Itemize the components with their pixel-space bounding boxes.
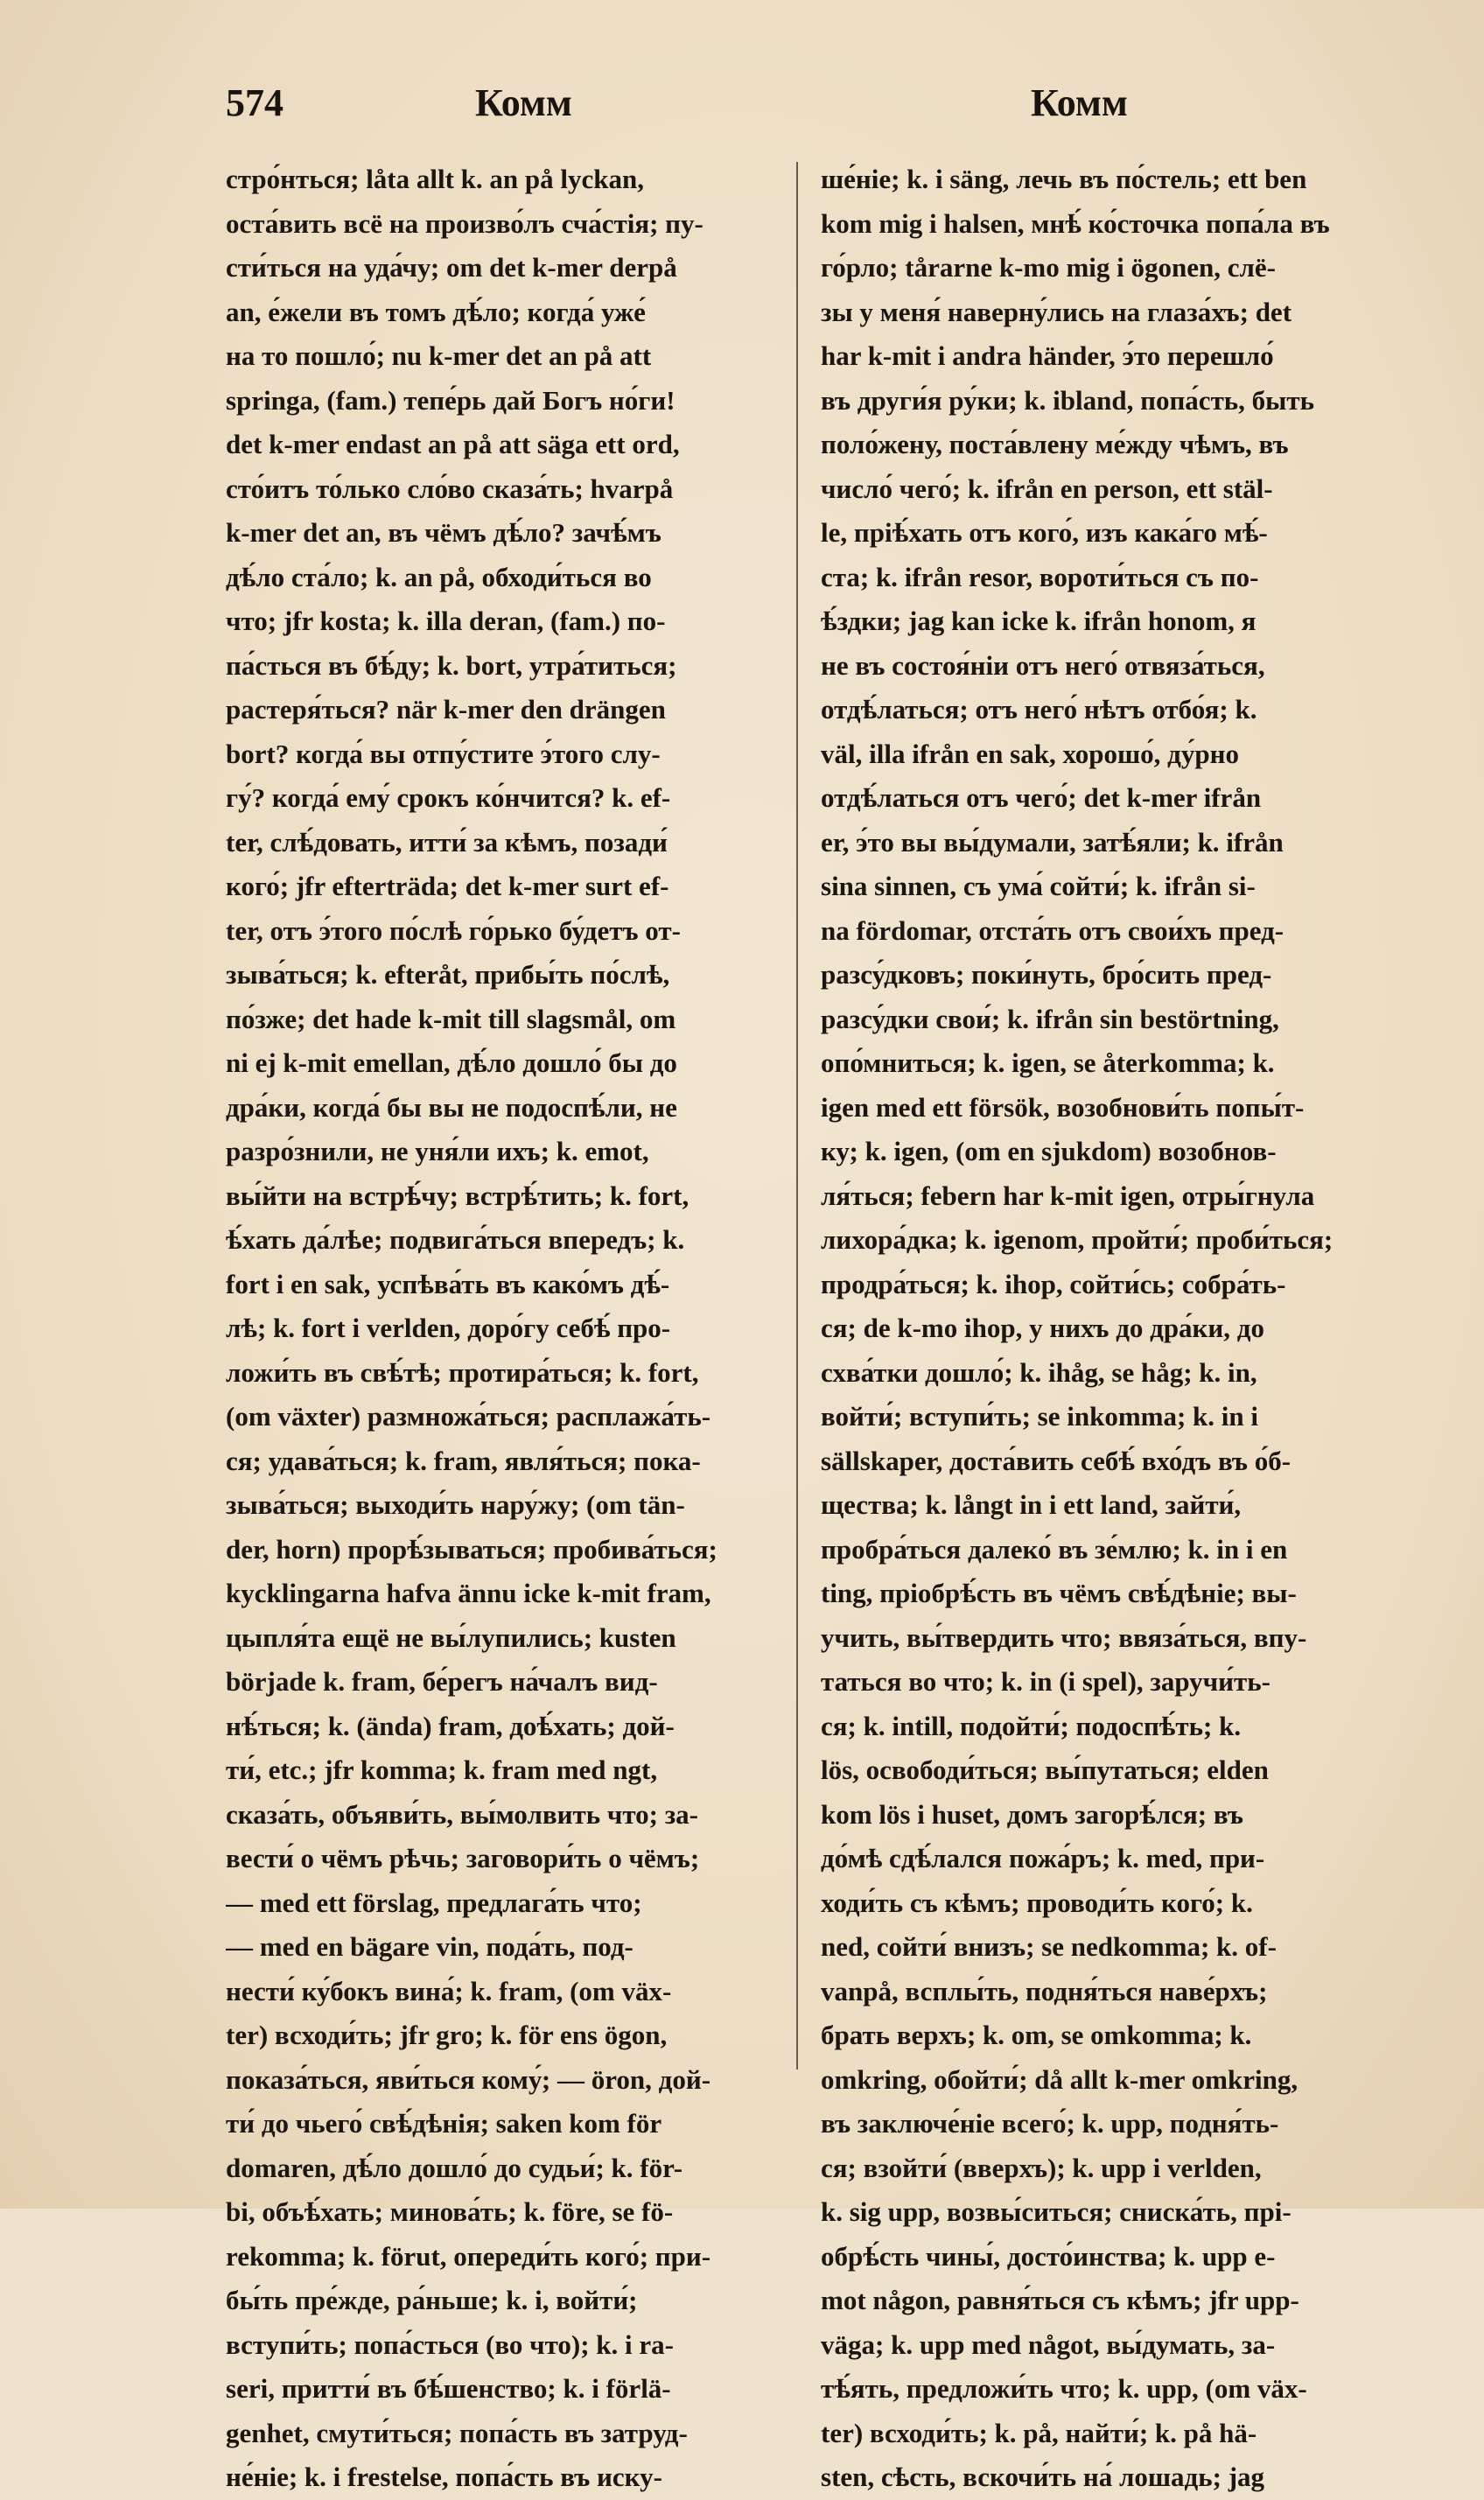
text-line: зыва́ться; выходи́ть нару́жу; (om tän-	[226, 1489, 685, 1520]
text-line: väl, illa ifrån en sak, хорошо́, ду́рно	[821, 738, 1239, 769]
text-line: пробра́ться далеко́ въ зе́млю; k. in i en	[821, 1533, 1288, 1565]
text-line: разро́знили, не уня́ли ихъ; k. emot,	[226, 1136, 649, 1166]
text-line: ше́ніе; k. i säng, лечь въ по́стель; ett ben	[821, 164, 1307, 194]
text-line: въ други́я ру́ки; k. ibland, попа́сть, быть	[821, 384, 1315, 416]
text-line: der, horn) прорѣ́зываться; пробива́ться;	[226, 1533, 718, 1565]
text-line: väga; k. upp med något, вы́думать, за-	[821, 2328, 1276, 2360]
text-line: (om växter) размножа́ться; расплажа́ть-	[226, 1401, 711, 1432]
text-line: sällskaper, доста́вить себѣ́ вхо́дъ въ о́б-	[821, 1445, 1292, 1476]
text-line: domaren, дѣ́ло дошло́ до судьи́; k. för-	[226, 2152, 683, 2183]
text-line: обрѣ́сть чины́, досто́инства; k. upp e-	[821, 2240, 1276, 2272]
text-line: ста; k. ifrån resor, вороти́ться съ по-	[821, 561, 1259, 592]
text-line: sina sinnen, съ ума́ сойти́; k. ifrån si-	[821, 871, 1256, 901]
text-line: по́зже; det hade k-mit till slagsmål, om	[226, 1003, 676, 1034]
text-line: ти́, etc.; jfr komma; k. fram med ngt,	[226, 1754, 658, 1785]
text-line: ter) всходи́ть; jfr gro; k. för ens ögon,	[226, 2020, 668, 2050]
text-line: число́ чего́; k. ifrån en person, ett stäl-	[821, 473, 1273, 504]
text-line: — med ett förslag, предлага́ть что;	[226, 1887, 642, 1918]
text-line: kom lös i huset, домъ загорѣ́лся; въ	[821, 1798, 1243, 1830]
text-line: зыва́ться; k. efteråt, прибы́ть по́слѣ,	[226, 959, 670, 990]
text-line: вести́ о чёмъ рѣчь; заговори́ть о чёмъ;	[226, 1843, 700, 1873]
text-line: an, е́жели въ томъ дѣ́ло; когда́ уже́	[226, 296, 646, 327]
text-line: войти́; вступи́ть; se inkomma; k. in i	[821, 1401, 1259, 1432]
text-line: лихора́дка; k. igenom, пройти́; проби́ться;	[821, 1224, 1334, 1255]
text-line: схва́тки дошло́; k. ihåg, se håg; k. in,	[821, 1356, 1257, 1388]
text-line: seri, притти́ въ бѣ́шенство; k. i förlä-	[226, 2373, 671, 2404]
text-line: det k-mer endast an på att säga ett ord,	[226, 429, 680, 459]
text-line: таться во что; k. in (i spel), заручи́ть-	[821, 1666, 1270, 1697]
text-line: оста́вить всё на произво́лъ сча́стія; пу-	[226, 207, 704, 239]
text-line: fort i en sak, успѣва́ть въ како́мъ дѣ́-	[226, 1268, 670, 1299]
text-line: ѣ́хать да́лѣе; подвига́ться впередъ; k.	[226, 1224, 685, 1255]
text-line: er, э́то вы вы́думали, затѣ́яли; k. ifrån	[821, 826, 1284, 858]
text-line: ѣ́здки; jag kan icke k. ifrån honom, я	[821, 606, 1256, 636]
text-line: вступи́ть; попа́сться (во что); k. i ra-	[226, 2328, 674, 2360]
text-line: на то пошло́; nu k-mer det an på att	[226, 340, 652, 371]
text-line: bort? когда́ вы отпу́стите э́того слу-	[226, 738, 661, 769]
text-line: тѣ́ять, предложи́ть что; k. upp, (om väx-	[821, 2373, 1307, 2404]
text-line: лѣ; k. fort i verlden, доро́гу себѣ́ про-	[226, 1313, 671, 1343]
text-line: har k-mit i andra händer, э́то перешло́	[821, 340, 1274, 371]
text-line: kycklingarna hafva ännu icke k-mit fram,	[226, 1578, 711, 1608]
text-line: въ заключе́ніе всего́; k. upp, подня́ть-	[821, 2108, 1279, 2139]
text-line: разсу́дки свои́; k. ifrån sin bestörtning,	[821, 1003, 1279, 1034]
text-line: ся; взойти́ (вверхъ); k. upp i verlden,	[821, 2152, 1262, 2183]
text-line: sten, сѣсть, вскочи́ть на́ лошадь; jag	[821, 2461, 1265, 2492]
text-line: ter, отъ э́того по́слѣ го́рько бу́детъ от-	[226, 914, 681, 946]
text-line: учить, вы́твердить что; ввяза́ться, впу-	[821, 1621, 1307, 1653]
text-line: ting, пріобрѣ́сть въ чёмъ свѣ́дѣніе; вы-	[821, 1578, 1297, 1608]
text-line: опо́мниться; k. igen, se återkomma; k.	[821, 1047, 1275, 1078]
text-line: кого́; jfr efterträda; det k-mer surt ef-	[226, 871, 669, 901]
text-line: igen med ett försök, возобнови́ть попы́т-	[821, 1091, 1305, 1123]
text-line: до́мѣ сдѣ́лался пожа́ръ; k. med, при-	[821, 1843, 1265, 1873]
text-line: щества; k. långt in i ett land, зайти́,	[821, 1489, 1242, 1520]
text-line: omkring, обойти́; då allt k-mer omkring,	[821, 2063, 1298, 2095]
text-line: сти́ться на уда́чу; om det k-mer derpå	[226, 252, 677, 283]
text-line: ти́ до чьего́ свѣ́дѣнія; saken kom för	[226, 2108, 662, 2139]
text-line: па́сться въ бѣ́ду; k. bort, утра́титься;	[226, 649, 677, 681]
right-column	[821, 158, 1390, 2500]
text-line: ся; de k-mo ihop, у нихъ до дра́ки, до	[821, 1313, 1264, 1343]
text-line: bi, объѣ́хать; минова́ть; k. före, se fö-	[226, 2196, 674, 2227]
left-column	[226, 158, 794, 2500]
text-line: разсу́дковъ; поки́нуть, бро́сить пред-	[821, 959, 1272, 990]
text-line: дра́ки, когда́ бы вы не подоспѣ́ли, не	[226, 1091, 677, 1123]
text-line: не́ніе; k. i frestelse, попа́сть въ иску-	[226, 2461, 662, 2492]
text-line: нести́ ку́бокъ вина́; k. fram, (om väx-	[226, 1975, 672, 2006]
text-line: lös, освободи́ться; вы́путаться; elden	[821, 1754, 1269, 1785]
text-line: ложи́ть въ свѣ́тѣ; протира́ться; k. fort,	[226, 1356, 699, 1388]
text-line: показа́ться, яви́ться кому́; — öron, дой-	[226, 2063, 711, 2095]
text-line: поло́жену, поста́влену ме́жду чѣмъ, въ	[821, 429, 1289, 459]
text-line: вы́йти на встрѣ́чу; встрѣ́тить; k. fort,	[226, 1180, 690, 1211]
text-line: mot någon, равня́ться съ кѣмъ; jfr upp-	[821, 2285, 1299, 2315]
text-line: k. sig upp, возвы́ситься; сниска́ть, прі-	[821, 2196, 1292, 2227]
page-header	[226, 81, 1292, 142]
text-line: гу́? когда́ ему́ срокъ ко́нчится? k. ef-	[226, 782, 671, 813]
text-line: ку; k. igen, (om en sjukdom) возобнов-	[821, 1136, 1277, 1166]
column-divider	[796, 162, 798, 2069]
page-number: 574	[226, 81, 284, 124]
text-line: ter) всходи́ть; k. på, найти́; k. på hä-	[821, 2417, 1257, 2448]
text-line: бы́ть пре́жде, ра́ньше; k. i, войти́;	[226, 2285, 638, 2315]
text-line: vanpå, всплы́ть, подня́ться наве́рхъ;	[821, 1975, 1268, 2006]
text-line: отдѣ́латься; отъ него́ нѣтъ отбо́я; k.	[821, 694, 1257, 725]
running-headword-left: Комм	[475, 81, 572, 124]
text-line: ходи́ть съ кѣмъ; проводи́ть кого́; k.	[821, 1887, 1253, 1918]
text-line: зы у меня́ наверну́лись на глаза́хъ; det	[821, 296, 1292, 327]
text-line: растеря́ться? när k-mer den drängen	[226, 694, 666, 725]
text-line: не въ состоя́ніи отъ него́ отвяза́ться,	[821, 649, 1265, 681]
text-line: ля́ться; febern har k-mit igen, отры́гнула	[821, 1180, 1315, 1211]
text-line: genhet, смути́ться; попа́сть въ затруд-	[226, 2417, 688, 2448]
text-line: ter, слѣ́довать, итти́ за кѣмъ, позади́	[226, 826, 668, 858]
text-line: ся; удава́ться; k. fram, явля́ться; пока-	[226, 1445, 701, 1476]
text-line: kom mig i halsen, мнѣ́ ко́сточка попа́ла въ	[821, 207, 1330, 239]
text-line: сто́итъ то́лько сло́во сказа́ть; hvarpå	[226, 473, 674, 504]
text-line: le, пріѣ́хать отъ кого́, изъ кака́го мѣ́-	[821, 517, 1268, 548]
text-line: började k. fram, бе́регъ на́чалъ вид-	[226, 1666, 658, 1697]
text-line: ned, сойти́ внизъ; se nedkomma; k. of-	[821, 1931, 1277, 1962]
running-headword-right: Комм	[1031, 81, 1128, 124]
text-line: продра́ться; k. ihop, сойти́сь; собра́ть-	[821, 1268, 1286, 1299]
text-line: нѣ́ться; k. (ända) fram, доѣ́хать; дой-	[226, 1710, 675, 1741]
text-line: цыпля́та ещё не вы́лупились; kusten	[226, 1621, 676, 1653]
text-line: стро́нться; låta allt k. an på lyckan,	[226, 164, 645, 194]
text-line: го́рло; tårarne k-mo mig i ögonen, слё-	[821, 252, 1276, 283]
text-line: na fördomar, отста́ть отъ свои́хъ пред-	[821, 914, 1284, 946]
text-line: rekomma; k. förut, опереди́ть кого́; при-	[226, 2240, 711, 2272]
text-line: ni ej k-mit emellan, дѣ́ло дошло́ бы до	[226, 1047, 677, 1078]
text-line: — med en bägare vin, пода́ть, под-	[226, 1931, 634, 1962]
text-line: брать верхъ; k. om, se omkomma; k.	[821, 2020, 1252, 2050]
text-line: ся; k. intill, подойти́; подоспѣ́ть; k.	[821, 1710, 1242, 1741]
text-line: springa, (fam.) тепе́рь дай Богъ но́ги!	[226, 384, 676, 416]
text-line: что; jfr kosta; k. illa deran, (fam.) по-	[226, 606, 666, 636]
text-line: сказа́ть, объяви́ть, вы́молвить что; за-	[226, 1798, 698, 1830]
text-line: дѣ́ло ста́ло; k. an på, обходи́ться во	[226, 561, 652, 592]
text-line: k-mer det an, въ чёмъ дѣ́ло? зачѣ́мъ	[226, 517, 662, 548]
text-line: отдѣ́латься отъ чего́; det k-mer ifrån	[821, 782, 1262, 813]
